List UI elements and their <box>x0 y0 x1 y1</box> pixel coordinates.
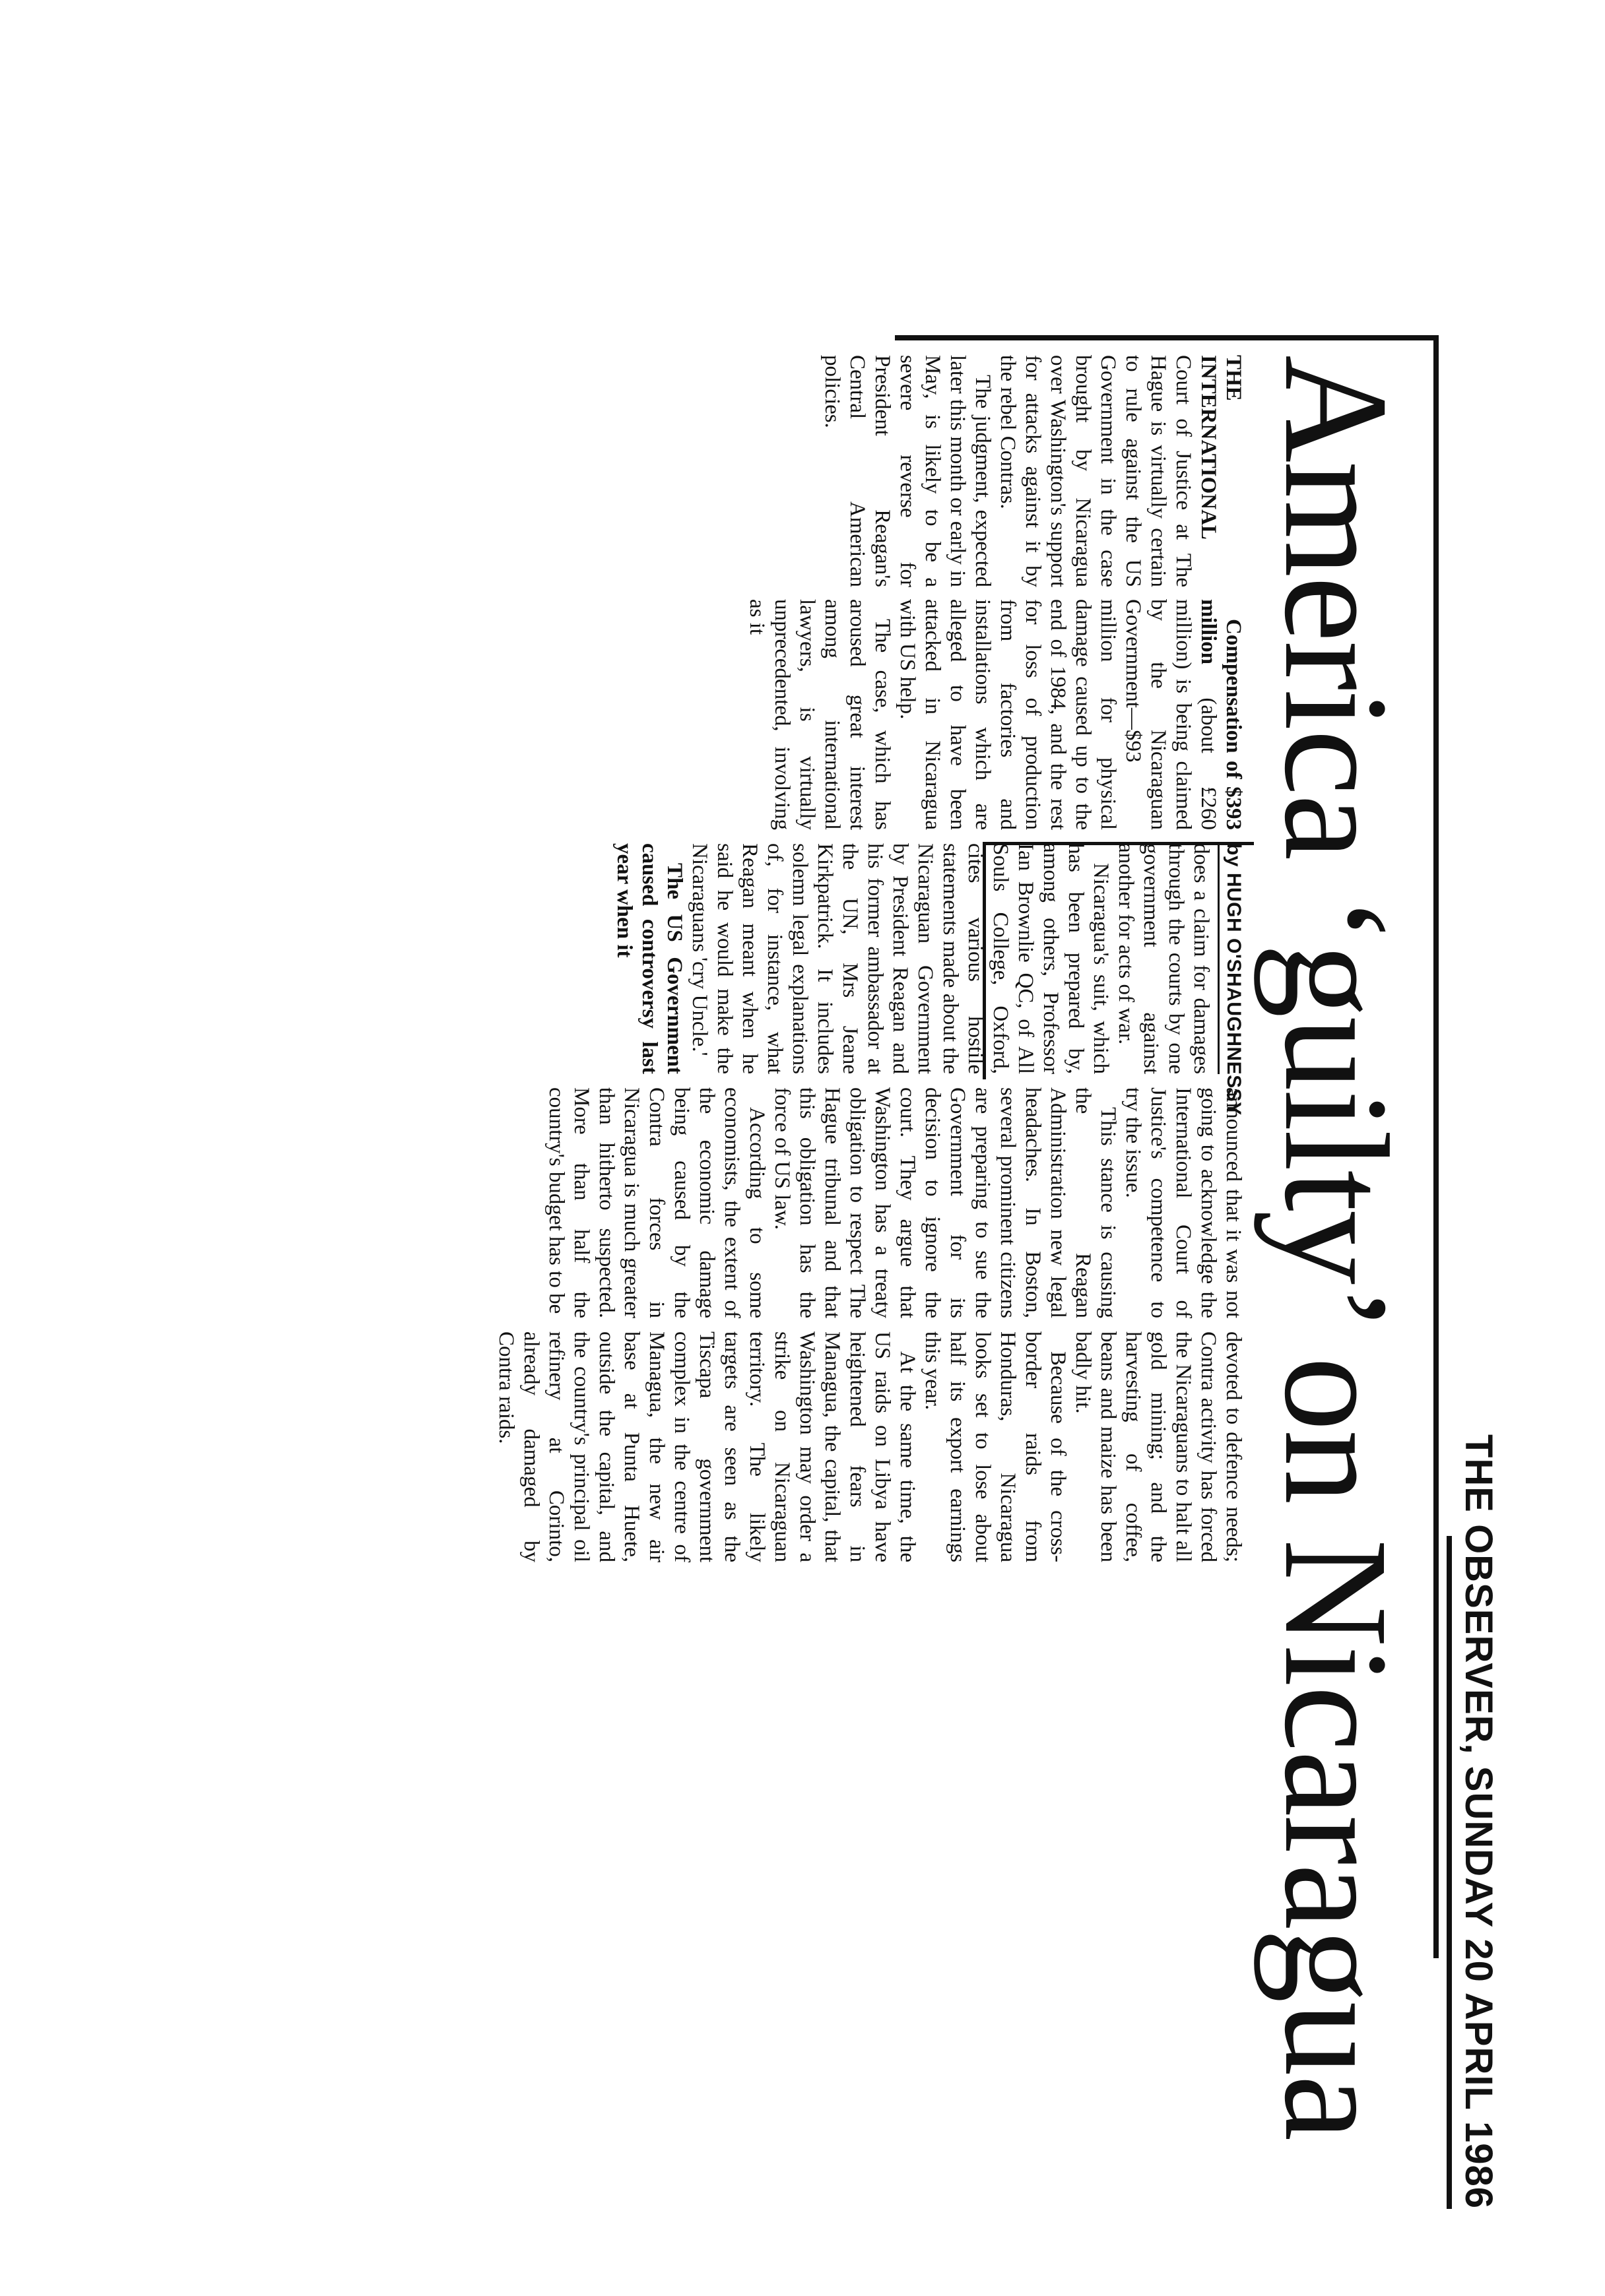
paragraph: The US Government caused controversy last year when it <box>612 843 686 1074</box>
paragraph: The case, which has aroused great interest among international lawyers, is virtually unprecedented, involving as it <box>745 599 894 830</box>
article-column-5 <box>494 1331 1246 1562</box>
paragraph: devoted to defence needs; Contra activity has forced the Nicaraguans to halt all gold mining; and the harvesting of coffee, beans and maize has been badly hit. <box>1071 1331 1245 1562</box>
paragraph <box>895 599 1246 830</box>
paragraph: This stance is causing the Reagan Administration new legal headaches. In Boston, several prominent citizens are preparing to sue the Government for its decision to ignore the court. They argue that Washington has a treaty obligation to respect The Hague tribunal and that this obligation has the force of US law. <box>770 1087 1120 1318</box>
masthead: THE OBSERVER, SUNDAY 20 APRIL 1986 <box>1457 1434 1500 2209</box>
paragraph: According to some economists, the extent of the economic damage being caused by the Contra forces in Nicaragua is much greater than hitherto suspected. More than half the country's budget has to be <box>544 1087 769 1318</box>
article-column-1 <box>820 355 1246 587</box>
paragraph: does a claim for damages through the courts by one government against another for acts of war. <box>1114 843 1213 1074</box>
paragraph: Because of the cross-border raids from Honduras, Nicaragua looks set to lose about half its export earnings this year. <box>921 1331 1070 1562</box>
masthead-rule <box>1447 1536 1452 2209</box>
paragraph: The judgment, expected later this month or early in May, is likely to be a severe reverse for President Reagan's Central American policies. <box>820 355 995 587</box>
article-column-3 <box>612 843 1246 1116</box>
paragraph: announced that it was not going to acknowledge the International Court of Justice's competence to try the issue. <box>1121 1087 1245 1318</box>
headline-rule <box>1433 335 1439 1958</box>
byline: by HUGH O'SHAUGHNESSY <box>1218 843 1246 1074</box>
paragraph <box>995 355 1246 587</box>
paragraph: Nicaragua's suit, which has been prepared by, among others, Professor Ian Brownlie QC, of All Souls College, Oxford, cites various hostile statements made about the Nicaraguan Government by President Reagan and his former ambassador at the UN, Mrs Jeane Kirkpatrick. It includes solemn legal explanations of, for instance, what Reagan meant when he said he would make the Nicaraguans 'cry Uncle.' <box>688 843 1113 1074</box>
lead-in: Compensation of $393 million <box>1196 599 1245 830</box>
paragraph: At the same time, the US raids on Libya have heightened fears in Managua, the capital, that Washington may order a strike on Nicaraguan territory. The likely targets are seen as the Tiscapa government complex in the centre of Managua, the new air base at Punta Huete, outside the capital, and the country's principal oil refinery at Corinto, already damaged by Contra raids. <box>494 1331 919 1562</box>
paragraph-text: Court of Justice at The Hague is virtually certain to rule against the US Government in the case brought by Nicaragua over Washington's support for attacks against it by the rebel Contras. <box>996 355 1195 587</box>
lead-in: THE INTERNATIONAL <box>1196 355 1245 540</box>
left-border-rule <box>895 335 1436 340</box>
headline: America ‘guilty’ on Nicaragua <box>1254 355 1419 2140</box>
newspaper-clipping <box>494 335 1505 2209</box>
article-column-4 <box>544 1087 1246 1318</box>
article-column-2 <box>744 599 1246 830</box>
paragraph-text: (about £260 million) is being claimed by the Nicaraguan Government—$93 million for physical damage caused up to the end of 1984, and the rest for loss of production from factories and installations which are alleged to have been attacked in Nicaragua with US help. <box>896 599 1220 830</box>
